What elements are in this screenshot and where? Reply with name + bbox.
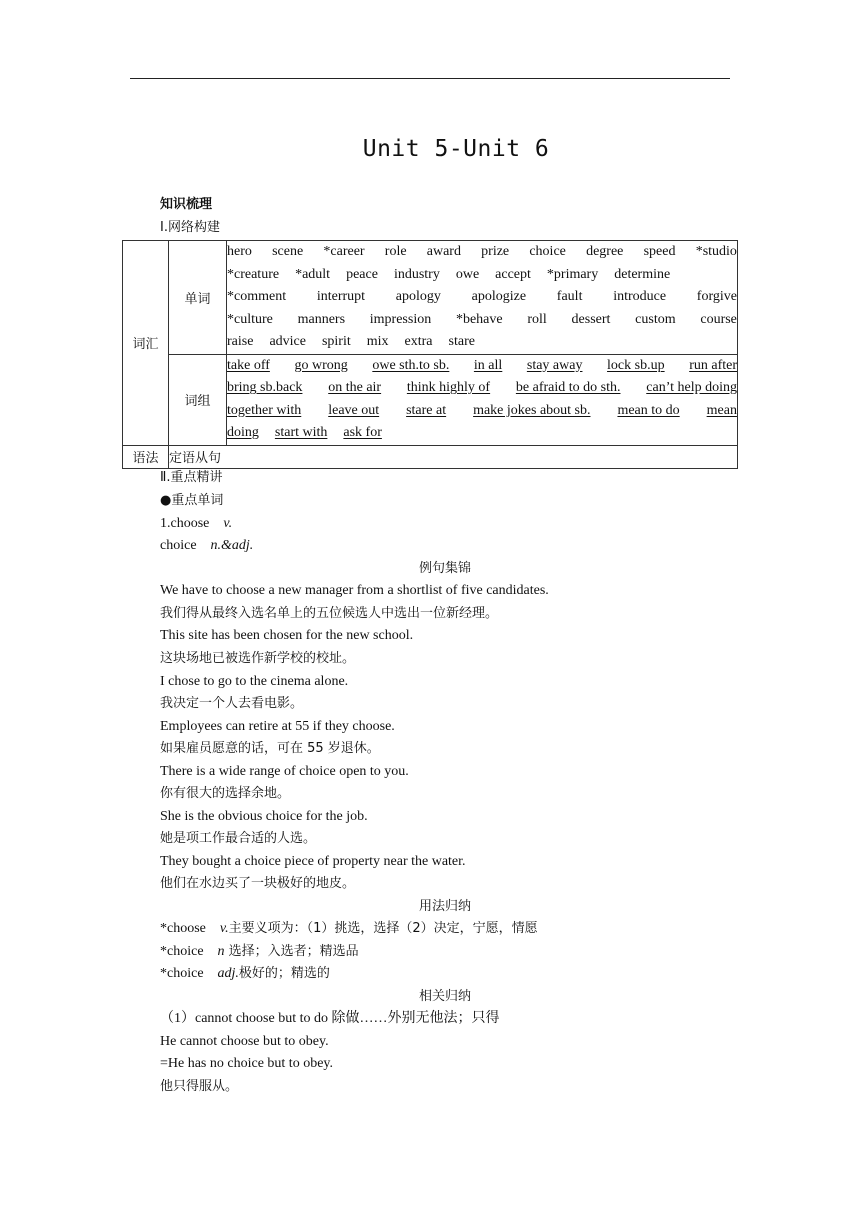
vocab-phrase: mean <box>706 402 737 418</box>
vocab-phrase: take off <box>227 357 270 373</box>
example-en: She is the obvious choice for the job. <box>160 809 368 824</box>
example-en: We have to choose a new manager from a shortlist of five candidates. <box>160 583 549 598</box>
part1-heading: Ⅰ.网络构建 <box>160 220 220 235</box>
grammar-label: 语法 <box>123 445 169 468</box>
vocab-word: forgive <box>696 289 737 304</box>
vocab-word: *primary <box>546 266 599 282</box>
vocab-word: hero <box>227 244 252 259</box>
vocab-word: interrupt <box>316 289 366 304</box>
vocab-phrase: on the air <box>328 380 382 395</box>
vocab-phrase: doing <box>227 425 259 440</box>
phrases-cell <box>227 354 738 445</box>
section-heading: 知识梳理 <box>160 197 213 212</box>
vocab-word: roll <box>527 311 547 327</box>
usage-item <box>160 918 538 940</box>
vocab-phrase: lock sb.up <box>607 357 665 373</box>
vocab-word: *culture <box>227 311 273 327</box>
example-en: They bought a choice piece of property near the water. <box>160 854 466 869</box>
related-line: He cannot choose but to obey. <box>160 1034 329 1049</box>
examples-heading: 例句集锦 <box>418 561 471 576</box>
vocab-word: *creature <box>227 266 280 282</box>
usage-pos: n <box>217 944 225 959</box>
vocab-word: determine <box>614 266 671 282</box>
example-zh: 他们在水边买了一块极好的地皮。 <box>160 876 356 891</box>
top-rule <box>130 78 730 79</box>
vocab-word: industry <box>393 266 440 282</box>
grammar-value: 定语从句 <box>169 445 738 468</box>
phrases-label: 词组 <box>169 354 227 445</box>
vocab-word: role <box>384 244 407 259</box>
words-cell <box>227 241 738 355</box>
vocab-phrase: stay away <box>526 357 583 373</box>
usage-word: *choose <box>160 921 206 936</box>
entry-word: choice <box>160 538 197 553</box>
vocab-phrase: run after <box>689 357 737 373</box>
phrase-row <box>227 355 737 378</box>
vocab-word: peace <box>346 266 378 282</box>
related-line: =He has no choice but to obey. <box>160 1056 333 1071</box>
vocab-word: extra <box>404 334 433 349</box>
word-row <box>227 309 737 332</box>
usage-meaning: 极好的；精选的 <box>238 966 330 981</box>
phrase-row <box>227 422 737 445</box>
vocab-phrase: owe sth.to sb. <box>372 357 450 373</box>
vocab-word: accept <box>495 266 531 282</box>
vocab-word: *comment <box>227 289 287 304</box>
vocab-phrase: make jokes about sb. <box>473 402 591 418</box>
usage-item <box>160 963 330 985</box>
vocab-word: *behave <box>455 311 503 327</box>
vocab-phrase: together with <box>227 402 302 418</box>
vocab-word: prize <box>481 244 510 259</box>
example-zh: 这块场地已被选作新学校的校址。 <box>160 651 356 666</box>
vocab-word: degree <box>586 244 624 259</box>
vocab-word: *adult <box>295 266 331 282</box>
words-label: 单词 <box>169 241 227 355</box>
vocab-word: dessert <box>571 311 611 327</box>
vocab-word: manners <box>297 311 346 327</box>
part2-heading: Ⅱ.重点精讲 <box>160 470 223 485</box>
usage-word: *choice <box>160 966 204 981</box>
vocab-phrase: go wrong <box>294 357 348 373</box>
example-zh: 她是项工作最合适的人选。 <box>160 831 317 846</box>
vocab-word: raise <box>227 334 254 349</box>
vocab-table <box>122 240 738 469</box>
example-en: Employees can retire at 55 if they choose. <box>160 719 395 734</box>
vocab-word: introduce <box>613 289 667 304</box>
usage-pos: adj. <box>217 966 239 981</box>
usage-heading: 用法归纳 <box>418 899 471 914</box>
entry-pos: v. <box>223 516 233 531</box>
vocab-word: mix <box>366 334 389 349</box>
vocab-phrase: be afraid to do sth. <box>515 380 621 395</box>
example-en: There is a wide range of choice open to you. <box>160 764 409 779</box>
phrase-row <box>227 400 737 423</box>
word-row <box>227 286 737 309</box>
vocab-label: 词汇 <box>123 241 169 446</box>
usage-word: *choice <box>160 944 204 959</box>
vocab-word: *studio <box>695 244 737 259</box>
example-zh: 我决定一个人去看电影。 <box>160 696 304 711</box>
vocab-phrase: think highly of <box>406 380 491 395</box>
vocab-phrase: start with <box>274 425 328 440</box>
vocab-phrase: bring sb.back <box>227 380 303 395</box>
related-line: 他只得服从。 <box>160 1079 239 1094</box>
usage-item <box>160 941 359 963</box>
usage-pos: v. <box>219 921 229 936</box>
example-en: This site has been chosen for the new school. <box>160 628 414 643</box>
vocab-phrase: stare at <box>406 402 447 418</box>
key-words-heading: ●重点单词 <box>160 493 224 508</box>
example-zh: 我们得从最终入选名单上的五位候选人中选出一位新经理。 <box>160 606 499 621</box>
vocab-word: advice <box>269 334 306 349</box>
page-title: Unit 5-Unit 6 <box>362 136 550 162</box>
vocab-word: stare <box>448 334 475 349</box>
vocab-phrase: leave out <box>328 402 380 418</box>
vocab-word: custom <box>635 311 676 327</box>
vocab-word: speed <box>643 244 676 259</box>
vocab-word: scene <box>272 244 304 259</box>
vocab-phrase: mean to do <box>617 402 680 418</box>
example-zh: 如果雇员愿意的话，可在 55 岁退休。 <box>160 741 380 756</box>
vocab-phrase: in all <box>473 357 503 373</box>
entry-choice <box>160 535 253 557</box>
usage-meaning: 主要义项为：（1）挑选，选择（2）决定，宁愿，情愿 <box>228 921 538 936</box>
related-heading: 相关归纳 <box>418 989 471 1004</box>
vocab-word: choice <box>529 244 566 259</box>
entry-pos: n.&adj. <box>210 538 254 553</box>
vocab-word: fault <box>556 289 583 304</box>
vocab-phrase: can’t help doing <box>646 380 737 395</box>
vocab-word: spirit <box>321 334 351 349</box>
related-item: （1）cannot choose but to do 除做……外别无他法；只得 <box>160 1011 500 1026</box>
vocab-phrase: ask for <box>343 425 382 440</box>
entry-word: 1.choose <box>160 516 210 531</box>
example-zh: 你有很大的选择余地。 <box>160 786 291 801</box>
entry-choose <box>160 513 232 535</box>
phrase-row <box>227 377 737 400</box>
word-row <box>227 264 737 287</box>
vocab-word: *career <box>323 244 365 259</box>
vocab-word: owe <box>455 266 480 282</box>
vocab-word: award <box>426 244 461 259</box>
word-row <box>227 241 737 264</box>
vocab-word: apology <box>395 289 441 304</box>
vocab-word: course <box>700 311 737 327</box>
vocab-word: impression <box>369 311 432 327</box>
usage-meaning: 选择；入选者；精选品 <box>224 944 359 959</box>
word-row <box>227 331 737 354</box>
vocab-word: apologize <box>471 289 527 304</box>
example-en: I chose to go to the cinema alone. <box>160 674 349 689</box>
